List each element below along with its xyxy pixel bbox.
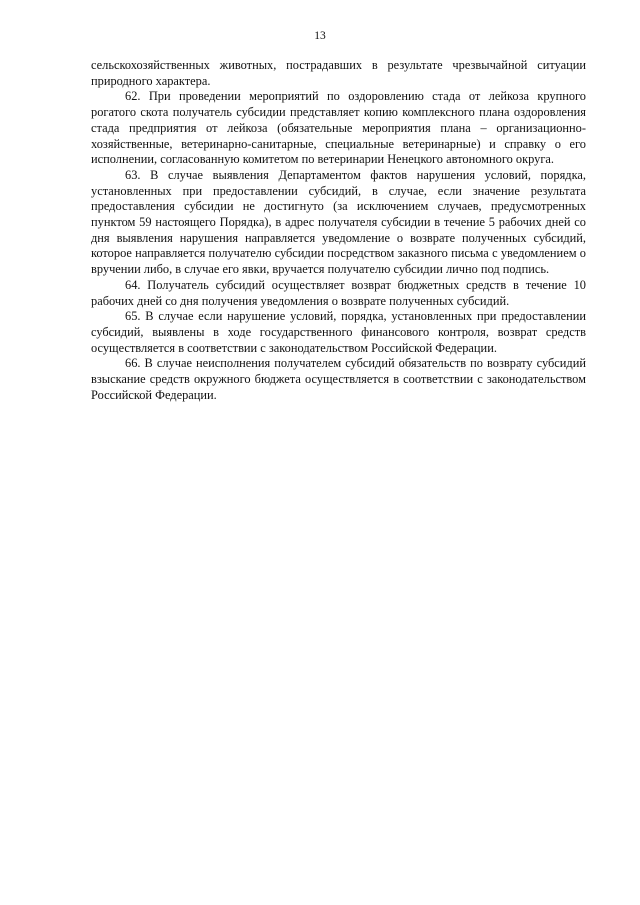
paragraph-clause-63: 63. В случае выявления Департаментом фактов нарушения условий, порядка, установленных при предоставлении субсидий, в случае, если значение результата предоставления субсидии не достигнуто (за исключением случаев, предусмотренных пунктом 59 настоящего Порядка), в адрес получателя субсидии в течение 5 рабочих дней со дня выявления нарушения направляется уведомление о возврате полученных субсидий, которое направляется получателю субсидии посредством заказного письма с уведомлением о вручении либо, в случае его явки, вручается получателю субсидии лично под подпись.: [91, 167, 586, 277]
document-body: [91, 58, 586, 403]
paragraph-clause-65: 65. В случае если нарушение условий, порядка, установленных при предоставлении субсидий, выявлены в ходе государственного финансового контроля, возврат средств осуществляется в соответствии с законодательством Российской Федерации.: [91, 309, 586, 355]
paragraph-continuation: сельскохозяйственных животных, пострадавших в результате чрезвычайной ситуации природного характера.: [91, 58, 586, 88]
paragraph-clause-62: 62. При проведении мероприятий по оздоровлению стада от лейкоза крупного рогатого скота получатель субсидии представляет копию комплексного плана оздоровления стада предприятия от лейкоза (обязательные мероприятия плана – организационно-хозяйственные, ветеринарно-санитарные, специальные ветеринарные) и справку о его исполнении, согласованную комитетом по ветеринарии Ненецкого автономного округа.: [91, 89, 586, 167]
page-number: 13: [314, 30, 326, 42]
paragraph-clause-66: 66. В случае неисполнения получателем субсидий обязательств по возврату субсидий взыскание средств окружного бюджета осуществляется в соответствии с законодательством Российской Федерации.: [91, 356, 586, 402]
paragraph-clause-64: 64. Получатель субсидий осуществляет возврат бюджетных средств в течение 10 рабочих дней со дня получения уведомления о возврате полученных субсидий.: [91, 277, 586, 308]
